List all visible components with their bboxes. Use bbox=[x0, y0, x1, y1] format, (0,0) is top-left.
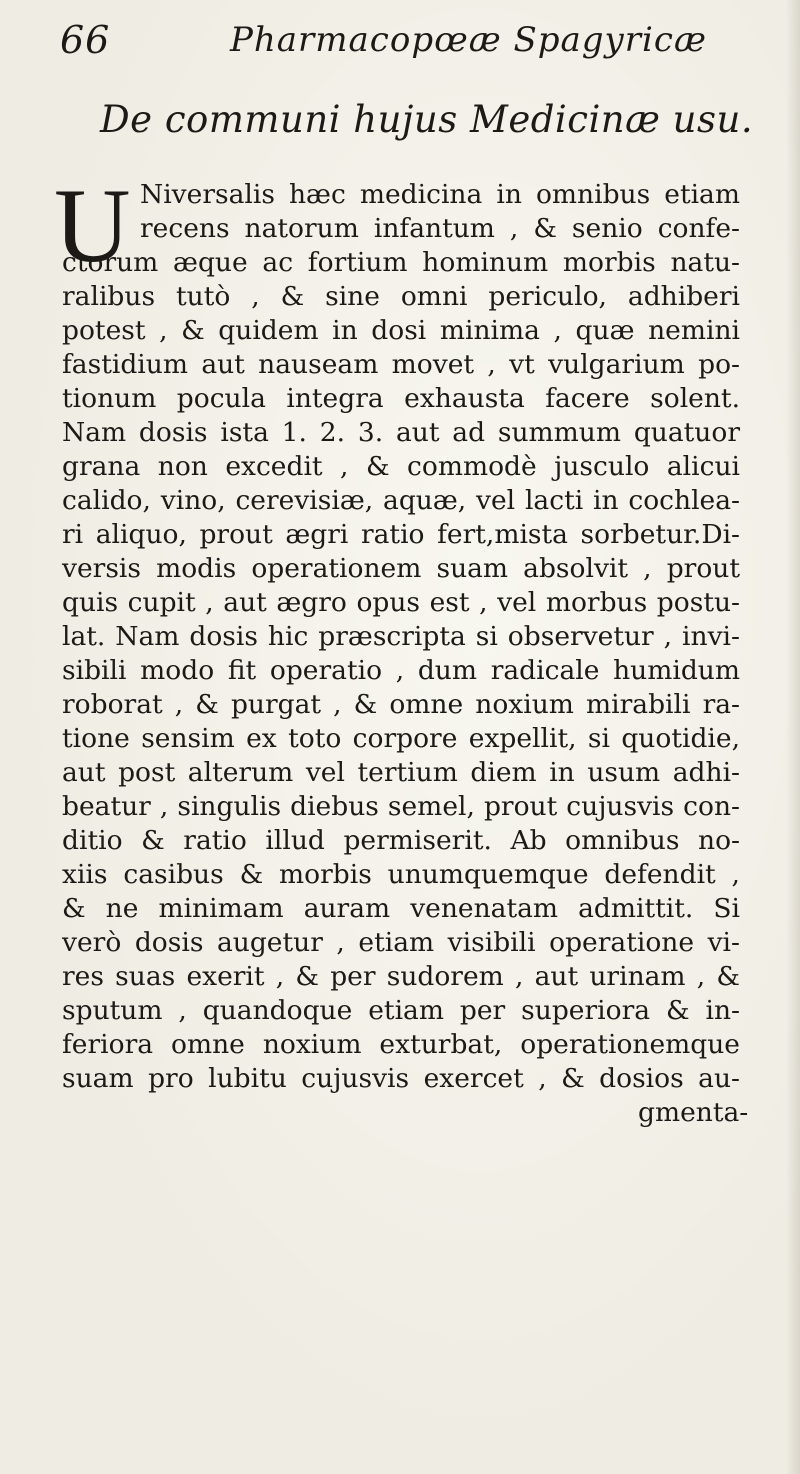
text-line-15: sibili modo fit operatio , dum radicale humidum bbox=[62, 655, 740, 686]
text-line-4: ralibus tutò , & sine omni periculo, adhiberi bbox=[62, 281, 740, 312]
page-number: 66 bbox=[60, 18, 111, 62]
catchword: gmenta- bbox=[638, 1097, 749, 1128]
text-line-12: versis modis operationem suam absolvit , prout bbox=[62, 553, 740, 584]
page-header bbox=[60, 18, 760, 68]
text-line-16: roborat , & purgat , & omne noxium mirabili ra- bbox=[62, 689, 740, 720]
text-line-17: tione sensim ex toto corpore expellit, si quotidie, bbox=[62, 723, 740, 754]
text-line-8: Nam dosis ista 1. 2. 3. aut ad summum quatuor bbox=[62, 417, 740, 448]
text-line-11: ri aliquo, prout ægri ratio fert,mista sorbetur.Di- bbox=[62, 519, 740, 550]
text-line-5: potest , & quidem in dosi minima , quæ nemini bbox=[62, 315, 740, 346]
text-line-25: sputum , quandoque etiam per superiora & in- bbox=[62, 995, 740, 1026]
section-title: De communi hujus Medicinæ usu. bbox=[100, 98, 754, 141]
text-line-14: lat. Nam dosis hic præscripta si observetur , invi- bbox=[62, 621, 740, 652]
text-line-1: Niversalis hæc medicina in omnibus etiam bbox=[140, 179, 740, 210]
text-line-22: & ne minimam auram venenatam admittit. Si bbox=[62, 893, 740, 924]
text-line-18: aut post alterum vel tertium diem in usum adhi- bbox=[62, 757, 740, 788]
text-line-20: ditio & ratio illud permiserit. Ab omnibus no- bbox=[62, 825, 740, 856]
text-line-19: beatur , singulis diebus semel, prout cujusvis con- bbox=[62, 791, 740, 822]
text-line-10: calido, vino, cerevisiæ, aquæ, vel lacti in cochlea- bbox=[62, 485, 740, 516]
running-head: Pharmacopœæ Spagyricæ bbox=[230, 20, 707, 60]
text-line-27: suam pro lubitu cujusvis exercet , & dosios au- bbox=[62, 1063, 740, 1094]
text-line-9: grana non excedit , & commodè jusculo alicui bbox=[62, 451, 740, 482]
text-line-24: res suas exerit , & per sudorem , aut urinam , & bbox=[62, 961, 740, 992]
text-line-21: xiis casibus & morbis unumquemque defendit , bbox=[62, 859, 740, 890]
text-line-13: quis cupit , aut ægro opus est , vel morbus postu- bbox=[62, 587, 740, 618]
text-line-26: feriora omne noxium exturbat, operationemque bbox=[62, 1029, 740, 1060]
text-line-7: tionum pocula integra exhausta facere solent. bbox=[62, 383, 740, 414]
page-edge-shadow bbox=[786, 0, 800, 1474]
text-line-6: fastidium aut nauseam movet , vt vulgarium po- bbox=[62, 349, 740, 380]
text-line-3: ctorum æque ac fortium hominum morbis natu- bbox=[62, 247, 740, 278]
text-line-23: verò dosis augetur , etiam visibili operatione vi- bbox=[62, 927, 740, 958]
text-line-2: recens natorum infantum , & senio confe- bbox=[140, 213, 740, 244]
drop-cap: U bbox=[54, 167, 131, 284]
